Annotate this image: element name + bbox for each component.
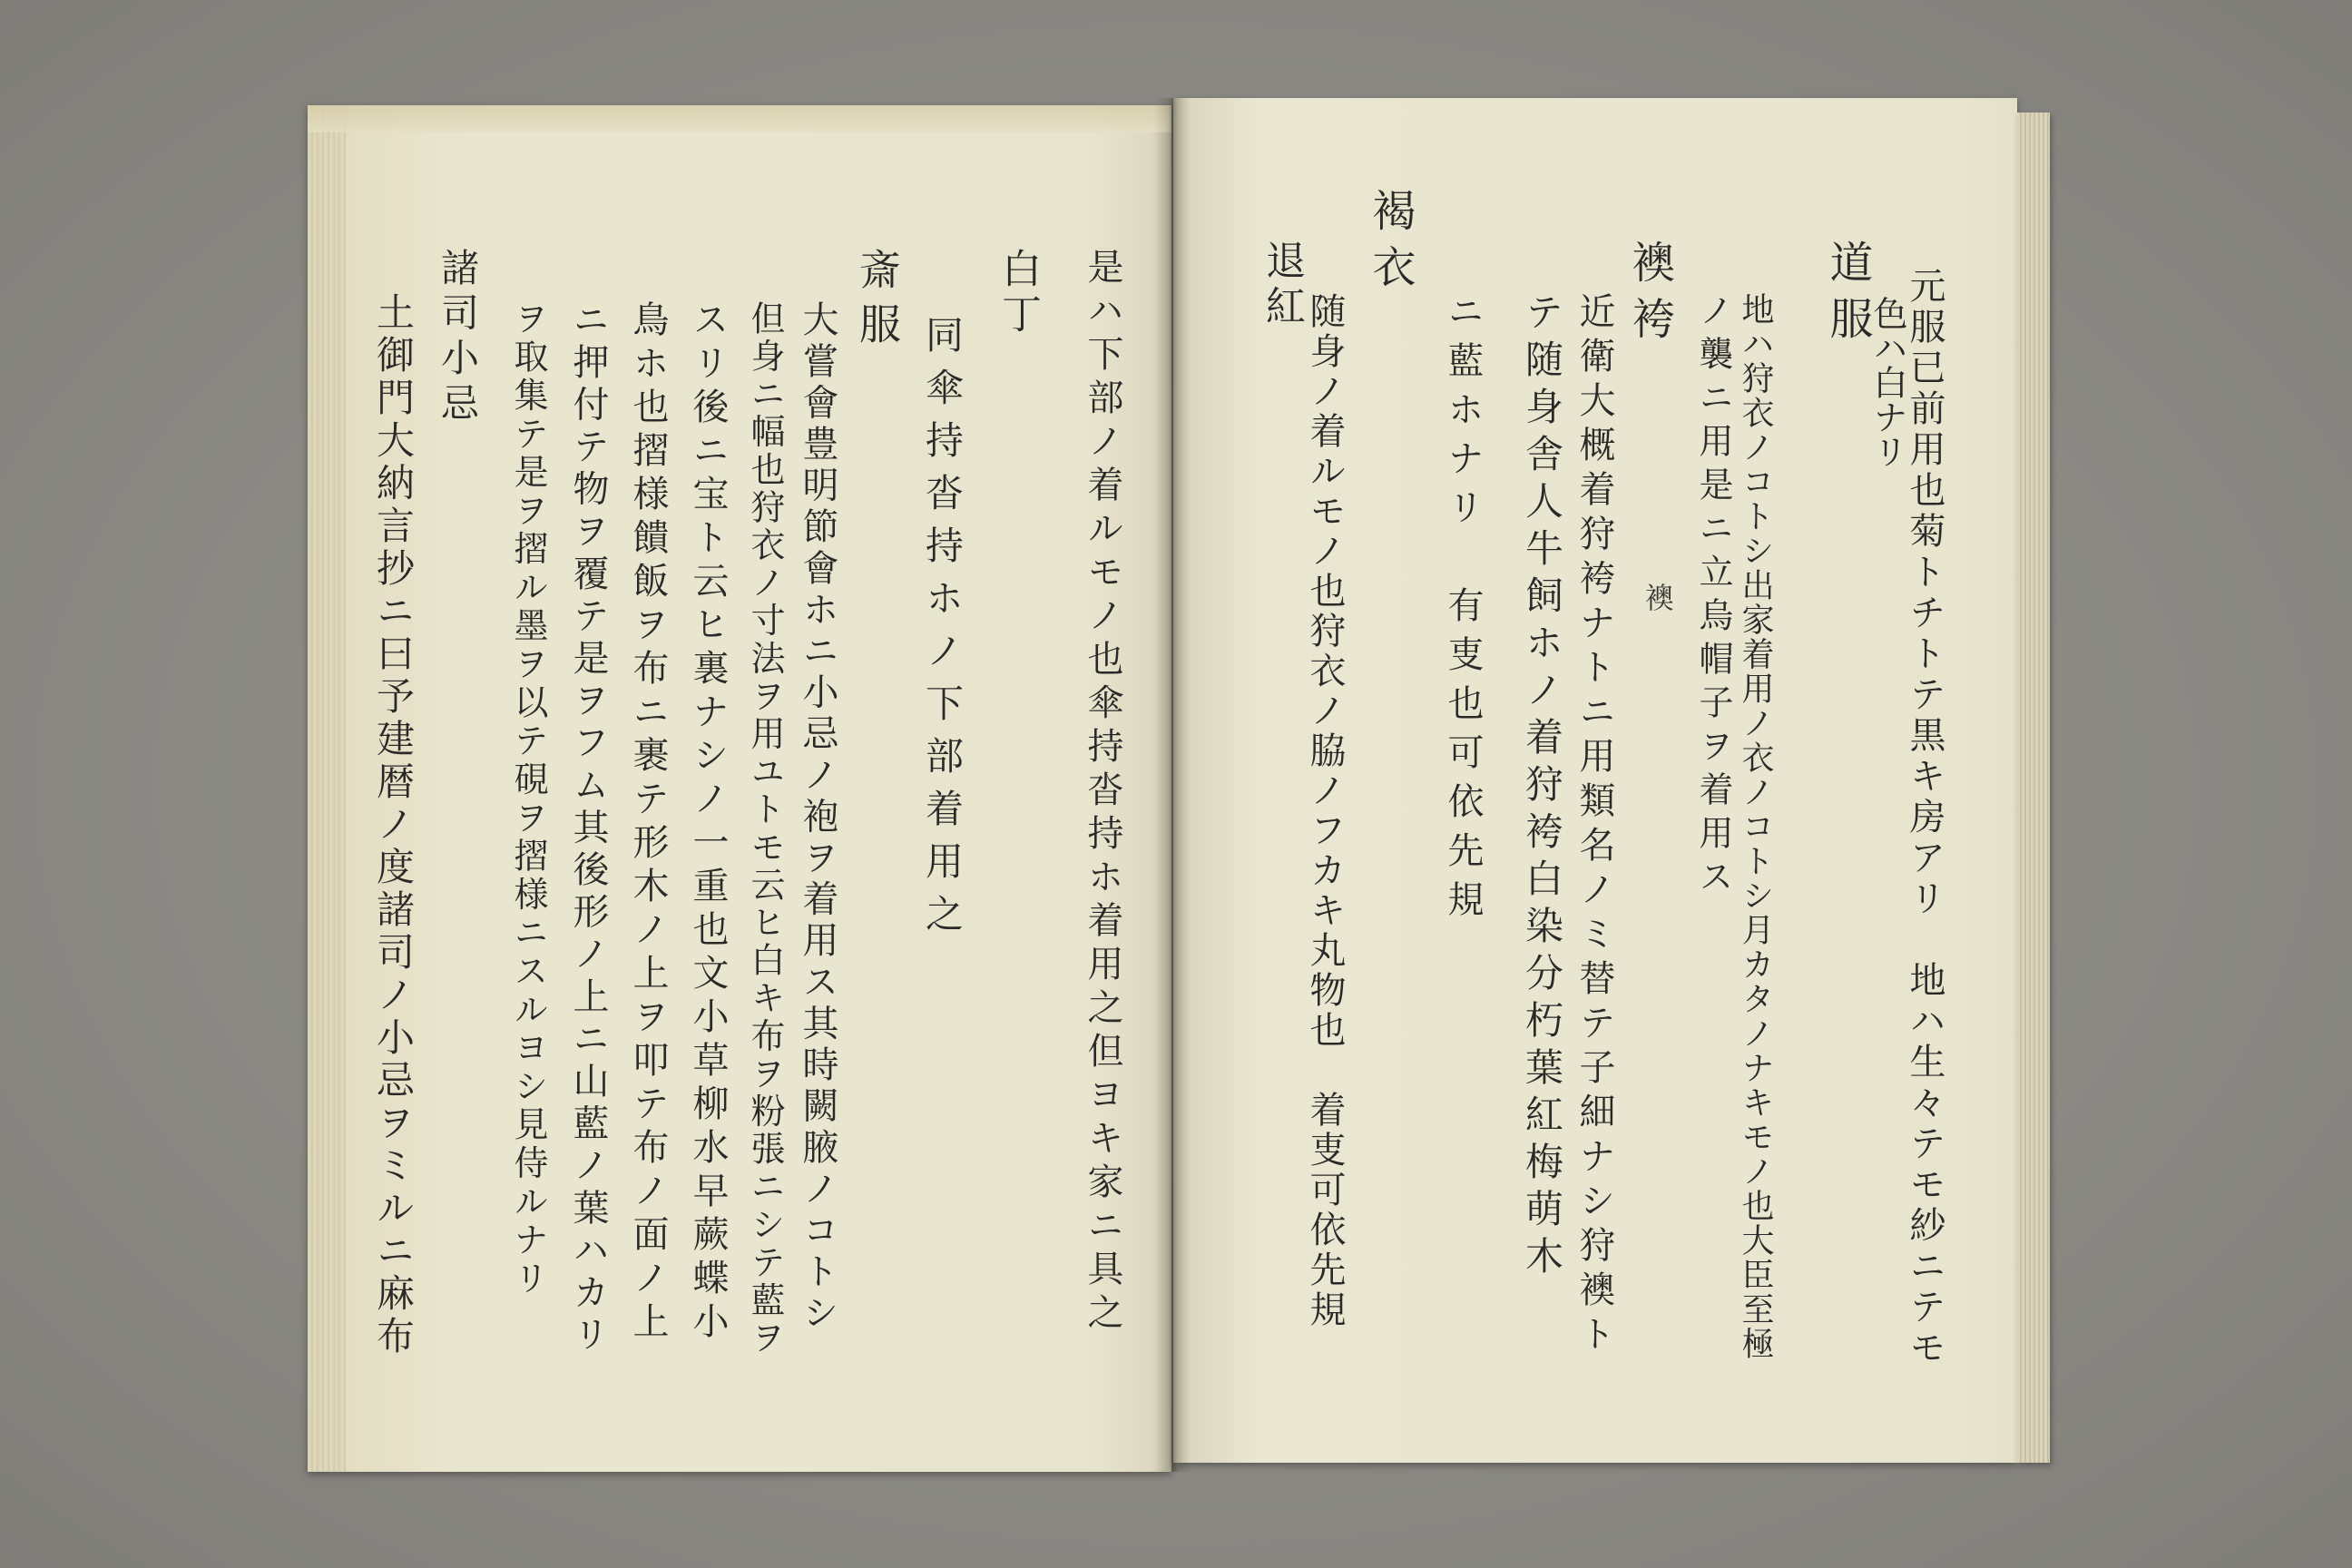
left-page-heading-1: 白丁	[995, 248, 1041, 338]
left-page-top-edge	[308, 105, 1171, 132]
right-page-column-4: 地ハ狩衣ノコトシ出家着用ノ衣ノコトシ月カタノナキモノ也大臣至極	[1737, 292, 1774, 1361]
right-page-column-11: 随身ノ着ルモノ也狩衣ノ脇ノフカキ丸物也 着叓可依先規	[1304, 292, 1346, 1330]
right-page-column-8: テ随身舎人牛飼ホノ着狩袴白染分朽葉紅梅萌木	[1520, 292, 1564, 1283]
right-page-column-9: ニ藍ホナリ 有叓也可依先規	[1442, 292, 1484, 929]
book-gutter	[1154, 98, 1191, 1472]
left-page-edge-stack	[308, 105, 346, 1472]
left-page-column-7: スリ後ニ宝ト云ヒ裏ナシノ一重也文小草柳水早蕨蝶小	[687, 300, 729, 1346]
left-page-column-3: 同傘持沓持ホノ下部着用之	[920, 315, 965, 946]
left-page-heading-2: 斎服	[853, 248, 902, 357]
right-page-heading-1: 道服	[1822, 240, 1873, 352]
left-page-column-5: 大嘗會豊明節會ホニ小忌ノ袍ヲ着用ス其時闕腋ノコトシ	[797, 300, 838, 1335]
right-page-heading-2: 襖袴	[1624, 240, 1675, 352]
left-page-column-12: 土御門大納言抄ニ曰予建暦ノ度諸司ノ小忌ヲミルニ麻布	[371, 292, 416, 1358]
right-page-heading-3: 褐衣	[1365, 188, 1416, 300]
left-page-heading-3: 諸司小忌	[436, 248, 480, 428]
left-page-column-1: 是ハ下部ノ着ルモノ也傘持沓持ホ着用之但ヨキ家ニ具之	[1082, 248, 1123, 1337]
left-page-column-10: ヲ取集テ是ヲ摺ル墨ヲ以テ硯ヲ摺様ニスルヨシ見侍ルナリ	[508, 300, 548, 1298]
right-page-column-7: 近衛大概着狩袴ナトニ用類名ノミ替テ子細ナシ狩襖ト	[1573, 292, 1615, 1359]
right-page-edge-stack	[2017, 113, 2050, 1463]
left-page-column-8: 鳥ホ也摺様饋飯ヲ布ニ裹テ形木ノ上ヲ叩テ布ノ面ノ上	[627, 300, 669, 1346]
right-page-side-note: 襖	[1641, 583, 1675, 612]
right-page-column-5: ノ襲ニ用是ニ立烏帽子ヲ着用ス	[1693, 292, 1733, 902]
left-page-column-6: 但身ニ幅也狩衣ノ寸法ヲ用ユトモ云ヒ白キ布ヲ粉張ニシテ藍ヲ	[745, 300, 785, 1357]
left-page-column-9: ニ押付テ物ヲ覆テ是ヲフム其後形ノ上ニ山藍ノ葉ハカリ	[567, 300, 609, 1357]
right-page-column-1: 元服已前用也菊トチトテ黒キ房アリ 地ハ生々テモ紗ニテモ	[1904, 267, 1945, 1369]
right-page-heading-4: 退紅	[1259, 240, 1305, 330]
right-page-column-2: 色ハ白ナリ	[1867, 296, 1907, 468]
